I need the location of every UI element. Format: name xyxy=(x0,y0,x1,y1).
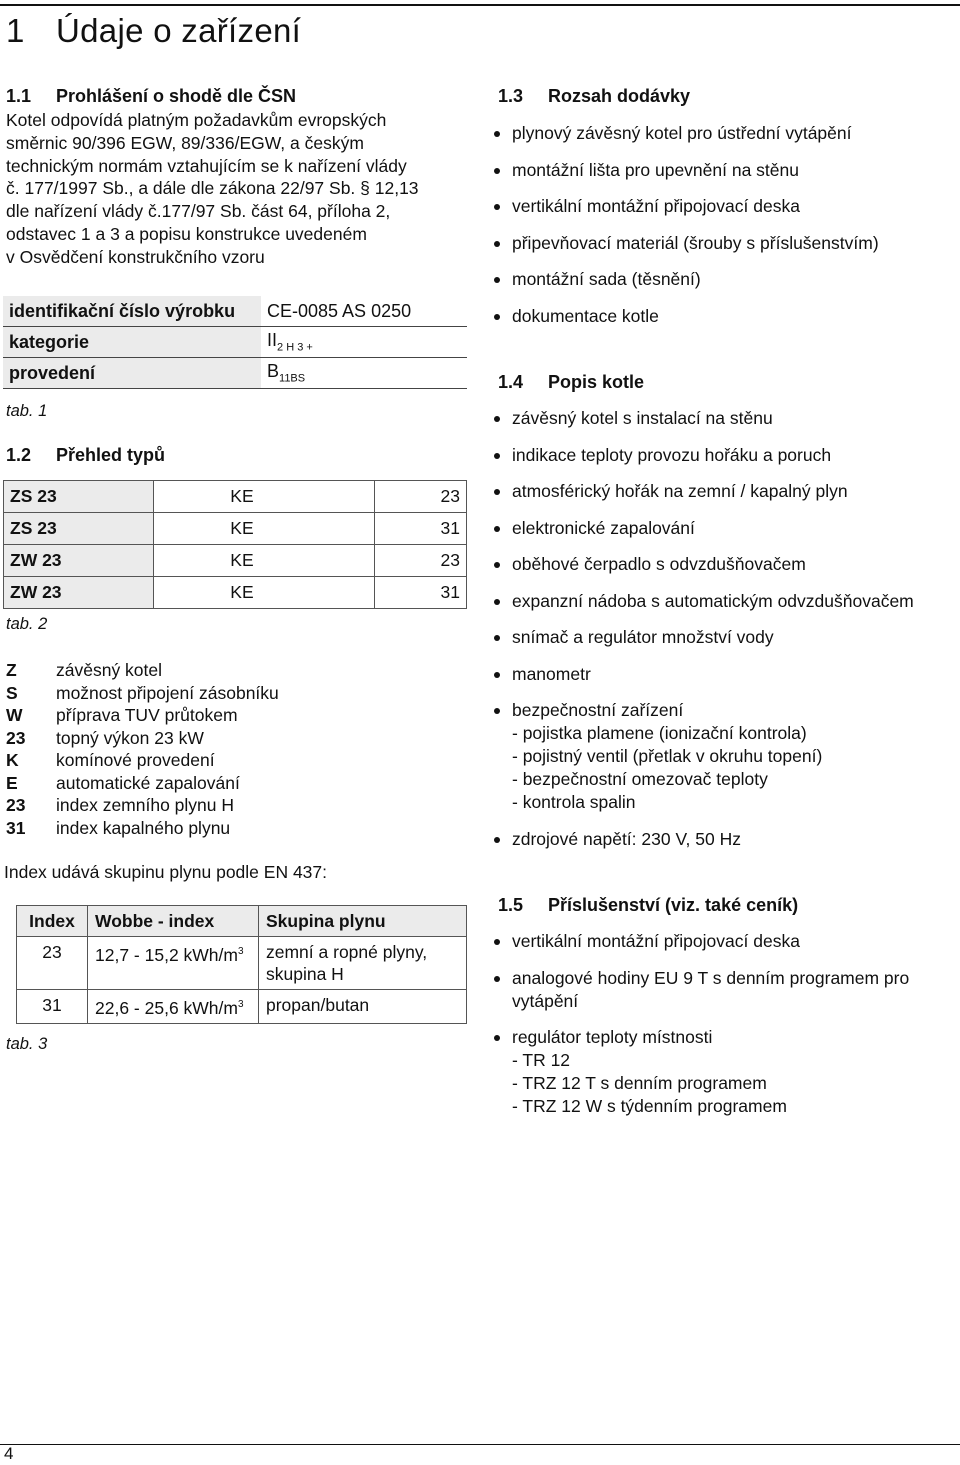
section-number: 1.4 xyxy=(498,372,524,392)
table-cell xyxy=(88,990,259,1024)
section-number: 1.1 xyxy=(6,86,32,106)
sub-item: - pojistka plamene (ionizační kontrola) xyxy=(512,723,807,743)
legend-value: automatické zapalování xyxy=(56,772,240,793)
table-cell: 23 xyxy=(17,937,88,990)
list-item: připevňovací materiál (šrouby s příslušenstvím) xyxy=(490,232,960,255)
paragraph-line: dle nařízení vlády č.177/97 Sb. část 64, příloha 2, xyxy=(6,201,391,222)
bottom-rule xyxy=(0,1444,960,1445)
legend-row xyxy=(6,704,279,727)
table-cell: KE xyxy=(154,577,374,609)
section-heading-text: Příslušenství (viz. také ceník) xyxy=(548,895,799,915)
table-key: kategorie xyxy=(3,327,261,358)
table-cell: ZW 23 xyxy=(4,577,154,609)
table-row xyxy=(4,545,467,577)
list-item: regulátor teploty místnosti xyxy=(490,1026,960,1049)
list-item: analogové hodiny EU 9 T s denním programem pro vytápění xyxy=(490,967,960,1013)
table-caption: tab. 3 xyxy=(6,1035,48,1053)
table-cell: ZS 23 xyxy=(4,513,154,545)
index-note: Index udává skupinu plynu podle EN 437: xyxy=(4,862,328,882)
table-row xyxy=(17,937,467,990)
section-heading-text: Prohlášení o shodě dle ČSN xyxy=(56,86,297,106)
legend-row xyxy=(6,817,279,840)
types-table xyxy=(3,480,467,609)
legend-key: W xyxy=(6,705,23,725)
legend-row xyxy=(6,772,279,795)
section-1-5-heading xyxy=(498,895,798,916)
list-item: montážní lišta pro upevnění na stěnu xyxy=(490,159,960,182)
table-row xyxy=(3,358,467,389)
table-row xyxy=(4,577,467,609)
list-item: atmosférický hořák na zemní / kapalný plyn xyxy=(490,480,960,503)
table-caption: tab. 2 xyxy=(6,615,48,633)
section-heading-text: Přehled typů xyxy=(56,445,166,465)
table-cell: KE xyxy=(154,513,374,545)
legend-key: 31 xyxy=(6,817,26,838)
table-cell: 31 xyxy=(374,577,466,609)
legend-value: komínové provedení xyxy=(56,750,215,770)
legend-value: topný výkon 23 kW xyxy=(56,727,204,748)
legend-value: možnost připojení zásobníku xyxy=(56,682,279,703)
list-item: indikace teploty provozu hořáku a poruch xyxy=(490,444,960,467)
section-number: 1.5 xyxy=(498,895,524,915)
table-header: Index xyxy=(17,906,88,937)
table-cell: 23 xyxy=(374,545,466,577)
wobbe-value: 22,6 - 25,6 kWh/m xyxy=(95,997,238,1018)
legend-key: 23 xyxy=(6,795,26,815)
sub-item: - pojistný ventil (přetlak v okruhu topení) xyxy=(512,746,823,766)
table-cell: KE xyxy=(154,481,374,513)
wobbe-value: 12,7 - 15,2 kWh/m xyxy=(95,944,238,965)
legend-value: závěsný kotel xyxy=(56,660,163,680)
paragraph-line: odstavec 1 a 3 a popisu konstrukce uvedeném xyxy=(6,223,367,244)
table-caption: tab. 1 xyxy=(6,402,48,420)
table-value xyxy=(261,358,467,389)
list-item: plynový závěsný kotel pro ústřední vytápění xyxy=(490,122,960,145)
sub-item: - bezpečnostní omezovač teploty xyxy=(512,769,768,789)
top-rule xyxy=(0,4,960,6)
sub-item: - kontrola spalin xyxy=(512,792,636,812)
list-item: oběhové čerpadlo s odvzdušňovačem xyxy=(490,553,960,576)
table-cell: 31 xyxy=(374,513,466,545)
legend-row xyxy=(6,727,279,750)
table-cell: zemní a ropné plyny, skupina H xyxy=(259,937,467,990)
value-subscript: 2 H 3 + xyxy=(277,341,313,354)
table-key: identifikační číslo výrobku xyxy=(3,296,261,327)
section-number: 1.2 xyxy=(6,445,32,465)
list-item: elektronické zapalování xyxy=(490,517,960,540)
product-id-table xyxy=(3,296,467,389)
chapter-number: 1 xyxy=(6,12,25,49)
table-header: Wobbe - index xyxy=(88,906,259,937)
sub-item: - TR 12 xyxy=(512,1050,571,1070)
list-item: manometr xyxy=(490,663,960,686)
legend-row xyxy=(6,682,279,705)
table-key: provedení xyxy=(3,358,261,389)
sub-item: - TRZ 12 T s denním programem xyxy=(512,1073,767,1093)
table-row xyxy=(3,327,467,358)
table-cell: 31 xyxy=(17,990,88,1024)
type-code-legend xyxy=(6,659,279,839)
table-row xyxy=(4,513,467,545)
legend-key: E xyxy=(6,772,18,793)
table-row xyxy=(17,990,467,1024)
unit-superscript: 3 xyxy=(237,999,244,1010)
legend-row xyxy=(6,659,279,682)
list-item: bezpečnostní zařízení xyxy=(490,699,960,722)
table-value: CE-0085 AS 0250 xyxy=(261,296,467,327)
table-row xyxy=(4,481,467,513)
table-cell: ZS 23 xyxy=(4,481,154,513)
declaration-paragraph xyxy=(6,109,465,269)
legend-key: Z xyxy=(6,660,17,680)
boiler-description-list xyxy=(490,407,960,851)
paragraph-line: Kotel odpovídá platným požadavkům evropských xyxy=(6,110,387,130)
legend-value: příprava TUV průtokem xyxy=(56,705,238,725)
list-item: vertikální montážní připojovací deska xyxy=(490,930,960,953)
section-1-2-heading xyxy=(6,445,165,466)
table-cell: 23 xyxy=(374,481,466,513)
section-1-4-heading xyxy=(498,372,644,393)
paragraph-line: směrnic 90/396 EGW, 89/336/EGW, a českým xyxy=(6,132,364,153)
paragraph-line: v Osvědčení konstrukčního vzoru xyxy=(6,246,265,267)
legend-row xyxy=(6,794,279,817)
delivery-scope-list xyxy=(490,122,960,328)
table-header-row xyxy=(17,906,467,937)
paragraph-line: č. 177/1997 Sb., a dále dle zákona 22/97 Sb. § 12,13 xyxy=(6,178,419,199)
legend-key: K xyxy=(6,750,19,770)
accessories-list xyxy=(490,930,960,1118)
section-heading-text: Rozsah dodávky xyxy=(548,86,691,106)
table-header: Skupina plynu xyxy=(259,906,467,937)
section-number: 1.3 xyxy=(498,86,524,106)
list-item: snímač a regulátor množství vody xyxy=(490,626,960,649)
legend-value: index zemního plynu H xyxy=(56,795,235,815)
table-cell: ZW 23 xyxy=(4,545,154,577)
table-value xyxy=(261,327,467,358)
list-item: expanzní nádoba s automatickým odvzdušňovačem xyxy=(490,590,960,613)
paragraph-line: technickým normám vztahujícím se k nařízení vlády xyxy=(6,155,407,176)
unit-superscript: 3 xyxy=(237,946,244,957)
legend-key: 23 xyxy=(6,727,26,748)
legend-value: index kapalného plynu xyxy=(56,817,231,838)
section-1-1-heading xyxy=(6,86,296,107)
list-item: dokumentace kotle xyxy=(490,305,960,328)
sub-item: - TRZ 12 W s týdenním programem xyxy=(512,1096,787,1116)
table-cell: KE xyxy=(154,545,374,577)
table-cell xyxy=(88,937,259,990)
page-number: 4 xyxy=(4,1444,14,1463)
chapter-title-text: Údaje o zařízení xyxy=(56,12,302,49)
section-heading-text: Popis kotle xyxy=(548,372,645,392)
table-cell: propan/butan xyxy=(259,990,467,1024)
value-main: B xyxy=(267,361,280,382)
legend-key: S xyxy=(6,682,18,703)
chapter-title xyxy=(6,12,301,50)
section-1-3-heading xyxy=(498,86,690,107)
value-main: II xyxy=(267,330,278,351)
list-item: závěsný kotel s instalací na stěnu xyxy=(490,407,960,430)
list-item: vertikální montážní připojovací deska xyxy=(490,195,960,218)
value-subscript: 11BS xyxy=(279,372,306,385)
legend-row xyxy=(6,749,279,772)
list-item: zdrojové napětí: 230 V, 50 Hz xyxy=(490,828,960,851)
table-row xyxy=(3,296,467,327)
gas-group-table xyxy=(16,905,467,1024)
list-item: montážní sada (těsnění) xyxy=(490,268,960,291)
